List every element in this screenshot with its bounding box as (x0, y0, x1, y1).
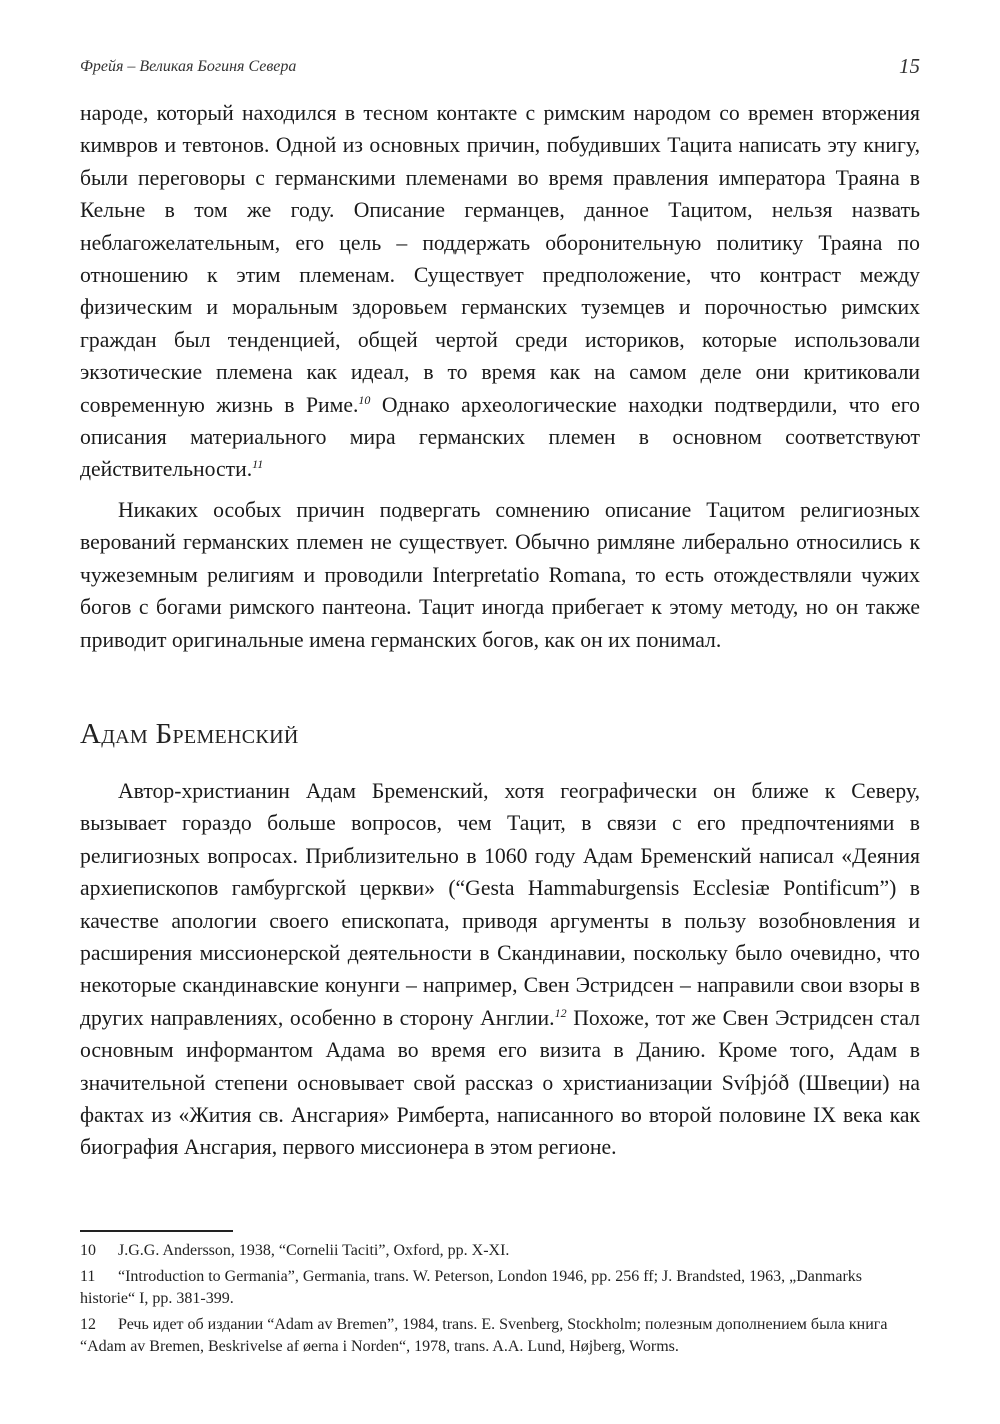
paragraph (80, 97, 920, 486)
footnote-ref[interactable]: 11 (252, 457, 264, 472)
footnote-divider (80, 1230, 233, 1232)
footnote (80, 1266, 920, 1310)
paragraph-text: Автор-христианин Адам Бременский, хотя географически он ближе к Северу, вызывает гораздо больше вопросов, чем Тацит, в связи с его предпочтениями в религиозных вопросах. Приблизительно в 1060 году Адам Бременский написал «Деяния архиепископов гамбургской церкви» (“Gesta Hammaburgensis Ecclesiæ Pontificum”) в качестве апологии своего епископата, приводя аргументы в пользу возобновления и расширения миссионерской деятельности в Скандинавии, поскольку было очевидно, что некоторые скандинавские конунги – например, Свен Эстридсен – направили свои взоры в других направлениях, особенно в сторону Англии. (80, 779, 920, 1030)
section-tacitus-body (80, 97, 920, 656)
section-heading: Адам Бременский (80, 718, 299, 750)
paragraph-text: Похоже, тот же Свен Эстридсен стал основным информантом Адама во время его визита в Данию. Кроме того, Адам в значительной степени основывает свой рассказ о христианизации Svíþjóð (Швеции) на фактах из «Жития св. Ансгария» Римберта, написанного во второй половине IX века как биография Ансгария, первого миссионера в этом регионе. (80, 1005, 920, 1160)
paragraph-text: Однако археологические находки подтвердили, что его описания материального мира германских племен в основном соответствуют действительности. (80, 392, 920, 482)
paragraph-text: народе, который находился в тесном контакте с римским народом со времен вторжения кимвров и тевтонов. Одной из основных причин, побудивших Тацита написать эту книгу, были переговоры с германскими племенами во время правления императора Траяна в Кельне в том же году. Описание германцев, данное Тацитом, нельзя назвать неблагожелательным, его цель – поддержать оборонительную политику Траяна по отношению к этим племенам. Существует предположение, что контраст между физическим и моральным здоровьем германских туземцев и порочностью римских граждан был тенденцией, общей чертой среди историков, которые использовали экзотические племена как идеал, в то время как на самом деле они критиковали современную жизнь в Риме. (80, 101, 920, 417)
section-adam-body (80, 775, 920, 1164)
paragraph (80, 775, 920, 1164)
footnote-number: 11 (80, 1268, 96, 1285)
paragraph: Никаких особых причин подвергать сомнению описание Тацитом религиозных верований германских племен не существует. Обычно римляне либерально относились к чужеземным религиям и проводили Interpretatio Romana, то есть отождествляли чужих богов с богами римского пантеона. Тацит иногда прибегает к этому методу, но он также приводит оригинальные имена германских богов, как он их понимал. (80, 497, 920, 652)
footnote-text: “Introduction to Germania”, Germania, trans. W. Peterson, London 1946, pp. 256 ff; J. Brandsted, 1963, „Danmarks historie“ I, pp. 381-399. (80, 1268, 862, 1307)
footnotes (80, 1240, 920, 1362)
running-title: Фрейя – Великая Богиня Севера (80, 58, 297, 75)
footnote-text: J.G.G. Andersson, 1938, “Cornelii Taciti”, Oxford, pp. X-XI. (118, 1242, 510, 1259)
footnote-ref[interactable]: 12 (554, 1005, 567, 1020)
footnote-ref[interactable]: 10 (358, 392, 371, 407)
footnote (80, 1314, 920, 1358)
footnote-number: 12 (80, 1316, 96, 1333)
footnote (80, 1240, 920, 1262)
footnote-text: Речь идет об издании “Adam av Bremen”, 1984, trans. E. Svenberg, Stockholm; полезным дополнением была книга “Adam av Bremen, Beskrivelse af øerna i Norden“, 1978, trans. A.A. Lund, Højberg, Worms. (80, 1316, 888, 1355)
footnote-number: 10 (80, 1242, 96, 1259)
page-number: 15 (899, 54, 920, 78)
